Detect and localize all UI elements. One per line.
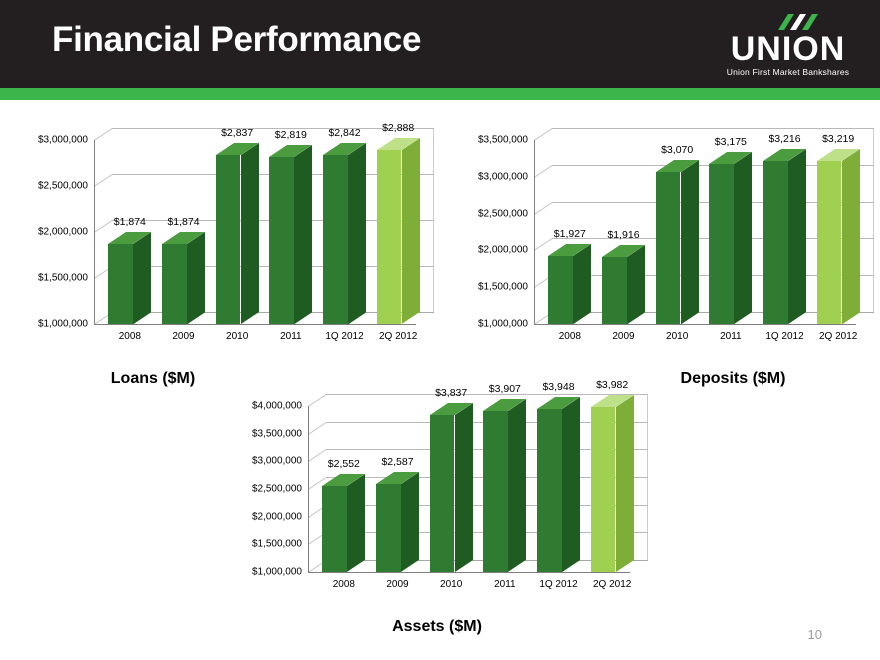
bar-top-face	[108, 232, 153, 246]
bar-column[interactable]	[269, 157, 294, 324]
chevron-mark-icon	[778, 14, 830, 30]
bar-front-face	[162, 244, 187, 324]
x-axis-category-label: 2010	[226, 331, 249, 342]
chart-title-assets: Assets ($M)	[392, 618, 482, 635]
bar-front-face	[430, 415, 455, 572]
y-axis-tick-label: $1,000,000	[477, 318, 528, 330]
x-axis-category-label: 2Q 2012	[592, 579, 632, 590]
bar-column[interactable]	[108, 244, 133, 324]
bar-top-face	[591, 395, 636, 409]
bar-column[interactable]	[817, 161, 842, 324]
bar-value-label: $3,219	[822, 132, 855, 145]
bar-front-face	[108, 244, 133, 324]
logo-wordmark: UNION	[730, 30, 846, 68]
y-axis-tick-label: $2,000,000	[477, 244, 528, 256]
y-axis-tick-label: $2,500,000	[251, 483, 302, 495]
bar-top-face	[602, 245, 647, 259]
y-axis-tick-label: $1,000,000	[37, 318, 88, 330]
bar-top-face	[216, 143, 261, 157]
x-axis-category-label: 2009	[612, 331, 635, 342]
bar-value-label: $1,927	[553, 227, 586, 240]
bar-front-face	[709, 164, 734, 324]
bar-side-face	[455, 403, 475, 574]
y-axis	[534, 140, 535, 324]
y-axis-tick-label: $1,000,000	[251, 566, 302, 578]
y-axis-tick-label: $4,000,000	[251, 400, 302, 412]
bar-top-face	[162, 232, 207, 246]
gridline-depth	[308, 394, 327, 407]
chart-assets	[222, 378, 652, 648]
accent-bar	[0, 88, 880, 100]
bar-column[interactable]	[709, 164, 734, 324]
gridline-depth	[534, 128, 553, 141]
bar-side-face	[842, 149, 862, 326]
bar-value-label: $3,907	[488, 383, 521, 396]
bar-front-face	[323, 155, 348, 324]
page-number: 10	[807, 627, 822, 642]
bar-value-label: $1,874	[113, 215, 146, 228]
chart-title-loans: Loans ($M)	[110, 370, 196, 387]
bar-column[interactable]	[377, 150, 402, 324]
bar-value-label: $2,888	[382, 122, 415, 135]
bar-top-face	[537, 397, 582, 411]
bar-front-face	[377, 150, 402, 324]
bar-column[interactable]	[430, 415, 455, 572]
bar-column[interactable]	[376, 484, 401, 572]
bar-side-face	[294, 145, 314, 326]
bar-front-face	[763, 161, 788, 324]
x-axis-category-label: 2008	[118, 331, 141, 342]
bar-side-face	[616, 395, 636, 574]
bar-side-face	[402, 138, 422, 326]
bar-value-label: $3,982	[596, 378, 629, 391]
bar-top-face	[376, 472, 421, 486]
bar-side-face	[347, 474, 367, 574]
bar-value-label: $1,874	[167, 215, 200, 228]
bar-side-face	[734, 152, 754, 326]
bar-top-face	[763, 149, 808, 163]
bar-front-face	[537, 409, 562, 572]
x-axis-category-label: 2008	[332, 579, 355, 590]
bar-value-label: $1,916	[607, 228, 640, 241]
bar-column[interactable]	[763, 161, 788, 324]
bar-value-label: $2,819	[274, 128, 307, 141]
bar-front-face	[656, 172, 681, 324]
x-axis-category-label: 1Q 2012	[325, 331, 364, 342]
company-logo	[718, 14, 858, 76]
bar-column[interactable]	[483, 411, 508, 572]
y-axis-tick-label: $1,500,000	[251, 538, 302, 550]
y-axis-tick-label: $2,500,000	[477, 208, 528, 220]
x-axis-category-label: 2010	[666, 331, 689, 342]
y-axis-tick-label: $3,000,000	[251, 455, 302, 467]
y-axis-tick-label: $3,500,000	[251, 428, 302, 440]
bar-side-face	[348, 143, 368, 326]
bar-column[interactable]	[656, 172, 681, 324]
bar-side-face	[562, 397, 582, 574]
bar-top-face	[430, 403, 475, 417]
gridline-depth	[308, 422, 327, 435]
y-axis-tick-label: $3,000,000	[477, 171, 528, 183]
y-axis	[94, 140, 95, 324]
chart-deposits	[448, 112, 878, 402]
y-axis-tick-label: $2,000,000	[251, 511, 302, 523]
bar-top-face	[323, 143, 368, 157]
bar-column[interactable]	[162, 244, 187, 324]
bar-top-face	[656, 160, 701, 174]
bar-value-label: $3,837	[435, 387, 468, 400]
y-axis-tick-label: $3,000,000	[37, 134, 88, 146]
bar-side-face	[133, 232, 153, 326]
chart-loans	[8, 112, 438, 402]
x-axis-category-label: 1Q 2012	[539, 579, 578, 590]
gridline-depth	[534, 202, 553, 215]
y-axis-tick-label: $1,500,000	[477, 281, 528, 293]
bar-top-face	[548, 244, 593, 258]
bar-column[interactable]	[323, 155, 348, 324]
gridline-depth	[308, 449, 327, 462]
x-axis-category-label: 2011	[720, 331, 742, 342]
y-axis-tick-label: $2,500,000	[37, 180, 88, 192]
x-axis-category-label: 2011	[494, 579, 516, 590]
bar-value-label: $2,837	[221, 126, 254, 139]
bar-front-face	[591, 407, 616, 572]
x-axis-category-label: 2Q 2012	[818, 331, 858, 342]
bar-front-face	[817, 161, 842, 324]
bar-side-face	[508, 399, 528, 574]
bar-top-face	[269, 145, 314, 159]
x-axis-category-label: 2011	[280, 331, 302, 342]
x-axis-category-label: 2Q 2012	[378, 331, 418, 342]
x-axis-category-label: 2010	[440, 579, 463, 590]
bar-side-face	[187, 232, 207, 326]
x-axis-category-label: 2009	[386, 579, 409, 590]
bar-value-label: $3,175	[714, 135, 747, 148]
y-axis-tick-label: $3,500,000	[477, 134, 528, 146]
bar-top-face	[709, 152, 754, 166]
bar-side-face	[401, 472, 421, 574]
bar-value-label: $2,842	[328, 126, 361, 139]
logo-mark-icon	[718, 14, 858, 30]
bar-column[interactable]	[216, 155, 241, 324]
y-axis-tick-label: $2,000,000	[37, 226, 88, 238]
bar-front-face	[269, 157, 294, 324]
bar-front-face	[322, 486, 347, 572]
bar-front-face	[216, 155, 241, 324]
bar-front-face	[548, 256, 573, 324]
bar-front-face	[483, 411, 508, 572]
bar-value-label: $3,070	[661, 143, 694, 156]
bar-value-label: $3,216	[768, 132, 801, 145]
gridline-depth	[94, 128, 113, 141]
bar-front-face	[602, 257, 627, 324]
bar-side-face	[681, 160, 701, 326]
bar-top-face	[322, 474, 367, 488]
bar-side-face	[788, 149, 808, 326]
x-axis-category-label: 1Q 2012	[765, 331, 804, 342]
bar-top-face	[483, 399, 528, 413]
bar-column[interactable]	[591, 407, 616, 572]
plot-area-deposits	[448, 112, 878, 362]
bar-column[interactable]	[548, 256, 573, 324]
bar-column[interactable]	[322, 486, 347, 572]
page-title: Financial Performance	[52, 20, 422, 59]
y-axis-tick-label: $1,500,000	[37, 272, 88, 284]
gridline	[552, 128, 874, 129]
bar-column[interactable]	[602, 257, 627, 324]
bar-top-face	[377, 138, 422, 152]
bar-side-face	[241, 143, 261, 326]
bar-value-label: $2,587	[381, 456, 414, 469]
bar-top-face	[817, 149, 862, 163]
bar-column[interactable]	[537, 409, 562, 572]
bar-front-face	[376, 484, 401, 572]
plot-area-loans	[8, 112, 438, 362]
gridline-depth	[534, 165, 553, 178]
gridline-depth	[94, 174, 113, 187]
bar-value-label: $2,552	[327, 458, 360, 471]
bar-value-label: $3,948	[542, 380, 575, 393]
slide-header	[0, 0, 880, 88]
plot-area-assets	[222, 378, 652, 608]
logo-tagline: Union First Market Bankshares	[726, 67, 850, 77]
x-axis-category-label: 2009	[172, 331, 195, 342]
x-axis-category-label: 2008	[558, 331, 581, 342]
chart-title-deposits: Deposits ($M)	[680, 370, 786, 387]
y-axis	[308, 406, 309, 572]
